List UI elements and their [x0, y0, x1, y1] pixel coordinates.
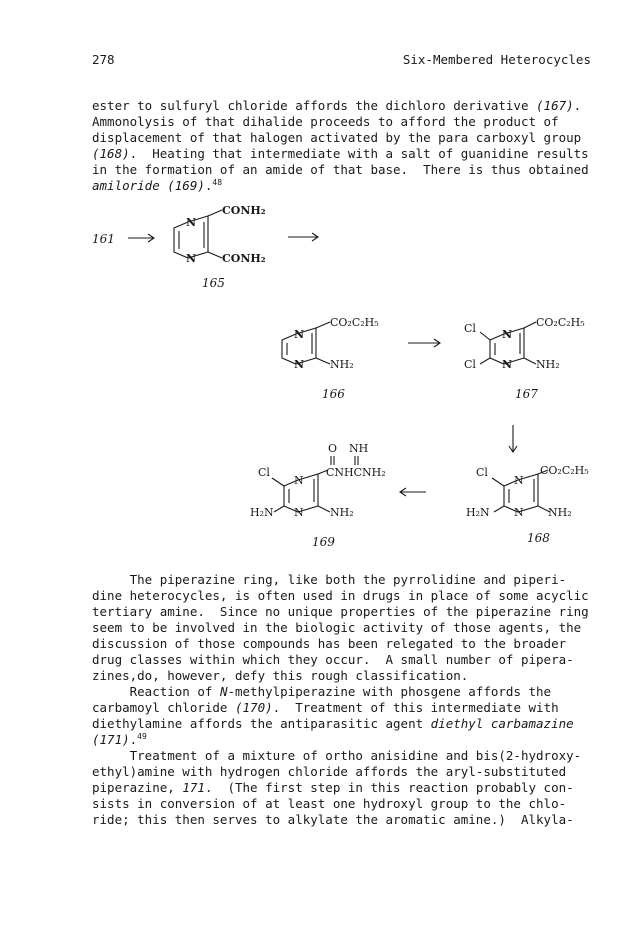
svg-text:161: 161	[92, 232, 115, 246]
text-run: (167)	[536, 98, 574, 113]
svg-text:O: O	[328, 442, 338, 455]
compound-165-label: 165	[202, 276, 225, 290]
svg-text:N: N	[294, 328, 305, 341]
svg-text:N: N	[514, 506, 524, 519]
text-run: 49	[137, 732, 147, 741]
text-run: Ammonolysis of that dihalide proceeds to afford the product of	[92, 114, 559, 129]
svg-text:H₂N: H₂N	[466, 506, 490, 519]
text-run: dine heterocycles, is often used in drugs in place of some acyclic	[92, 588, 589, 603]
text-run: ester to sulfuryl chloride affords the dichloro derivative	[92, 98, 537, 113]
text-run: zines,do, however, defy this rough classification.	[92, 668, 469, 683]
text-run: piperazine,	[92, 780, 183, 795]
structure-169	[250, 442, 386, 519]
svg-text:N: N	[186, 252, 197, 265]
text-line	[92, 780, 602, 796]
text-run: . Heating that intermediate with a salt of guanidine results	[129, 146, 589, 161]
text-line	[92, 732, 602, 748]
text-run: in the formation of an amide of that base. There is thus obtained	[92, 162, 589, 177]
svg-text:CONH₂: CONH₂	[222, 204, 266, 217]
text-run: tertiary amine. Since no unique properties of the piperazine ring	[92, 604, 589, 619]
text-run: Treatment of a mixture of ortho anisidine and bis(2-hydroxy-	[92, 748, 582, 763]
svg-text:NH₂: NH₂	[536, 358, 560, 371]
structure-166	[282, 316, 379, 371]
svg-text:NH₂: NH₂	[548, 506, 572, 519]
structure-167	[464, 316, 585, 371]
text-run: The piperazine ring, like both the pyrrolidine and piperi-	[92, 572, 567, 587]
svg-text:CO₂C₂H₅: CO₂C₂H₅	[536, 316, 585, 329]
page-number: 278	[92, 52, 115, 67]
text-run: diethylamine affords the antiparasitic agent	[92, 716, 431, 731]
text-line	[92, 572, 602, 588]
text-line	[92, 652, 602, 668]
text-run: displacement of that halogen activated by the para carboxyl group	[92, 130, 582, 145]
svg-text:CO₂C₂H₅: CO₂C₂H₅	[540, 464, 589, 477]
arrow-167-to-168	[509, 425, 517, 452]
text-run: (170)	[235, 700, 273, 715]
compound-168-label: 168	[527, 531, 550, 545]
svg-text:H₂N: H₂N	[250, 506, 274, 519]
text-run: ride; this then serves to alkylate the aromatic amine.) Alkyla-	[92, 812, 574, 827]
text-line	[92, 812, 602, 828]
text-run: (168)	[92, 146, 130, 161]
text-run: 171	[182, 780, 205, 795]
text-run: carbamoyl chloride	[92, 700, 235, 715]
svg-text:Cl: Cl	[464, 322, 476, 335]
text-run: discussion of those compounds has been relegated to the broader	[92, 636, 567, 651]
text-run: .	[204, 178, 213, 193]
text-run: Reaction of	[92, 684, 220, 699]
text-line	[92, 700, 602, 716]
arrow-166-to-167	[408, 339, 440, 347]
compound-161-label	[92, 232, 115, 246]
svg-text:CONH₂: CONH₂	[222, 252, 266, 265]
svg-text:Cl: Cl	[258, 466, 270, 479]
text-line	[92, 668, 602, 684]
text-run: (171)	[92, 732, 130, 747]
text-run: . Treatment of this intermediate with	[272, 700, 559, 715]
text-line	[92, 796, 602, 812]
compound-167-label: 167	[515, 387, 538, 401]
svg-text:N: N	[294, 474, 304, 487]
compound-169-label: 169	[312, 535, 335, 549]
text-line	[92, 588, 602, 604]
svg-text:N: N	[514, 474, 524, 487]
arrow-161-to-165	[128, 234, 154, 242]
text-run: 48	[212, 178, 223, 187]
text-line	[92, 684, 602, 700]
svg-text:N: N	[186, 216, 197, 229]
text-run: sists in conversion of at least one hydroxyl group to the chlo-	[92, 796, 567, 811]
svg-text:N: N	[502, 358, 513, 371]
text-line	[92, 764, 602, 780]
svg-text:NH₂: NH₂	[330, 506, 354, 519]
text-run: seem to be involved in the biologic activity of those agents, the	[92, 620, 582, 635]
text-line	[92, 604, 602, 620]
svg-text:CNHCNH₂: CNHCNH₂	[326, 466, 386, 479]
svg-text:Cl: Cl	[476, 466, 488, 479]
text-line	[92, 716, 602, 732]
text-line	[92, 636, 602, 652]
text-run: diethyl carbamazine	[430, 716, 574, 731]
svg-text:Cl: Cl	[464, 358, 476, 371]
text-line	[92, 620, 602, 636]
svg-text:NH₂: NH₂	[330, 358, 354, 371]
svg-text:N: N	[294, 358, 305, 371]
structure-168	[466, 464, 589, 519]
svg-text:NH: NH	[349, 442, 369, 455]
text-run: . (The first step in this reaction probably con-	[204, 780, 574, 795]
text-run: -methylpiperazine with phosgene affords the	[227, 684, 552, 699]
text-run: amiloride (169)	[92, 178, 205, 193]
text-run: .	[573, 98, 582, 113]
text-run: N	[219, 684, 228, 699]
paragraph-piperazines	[92, 572, 602, 828]
compound-166-label: 166	[322, 387, 345, 401]
arrow-165-to-166	[288, 233, 318, 241]
text-run: ethyl)amine with hydrogen chloride affords the aryl-substituted	[92, 764, 567, 779]
svg-text:CO₂C₂H₅: CO₂C₂H₅	[330, 316, 379, 329]
running-title: Six-Membered Heterocycles	[402, 52, 591, 67]
svg-text:N: N	[502, 328, 513, 341]
text-line	[92, 748, 602, 764]
arrow-168-to-169	[400, 488, 426, 496]
svg-text:N: N	[294, 506, 304, 519]
text-run: drug classes within which they occur. A small number of pipera-	[92, 652, 574, 667]
text-run: .	[129, 732, 138, 747]
structure-165	[174, 204, 266, 265]
